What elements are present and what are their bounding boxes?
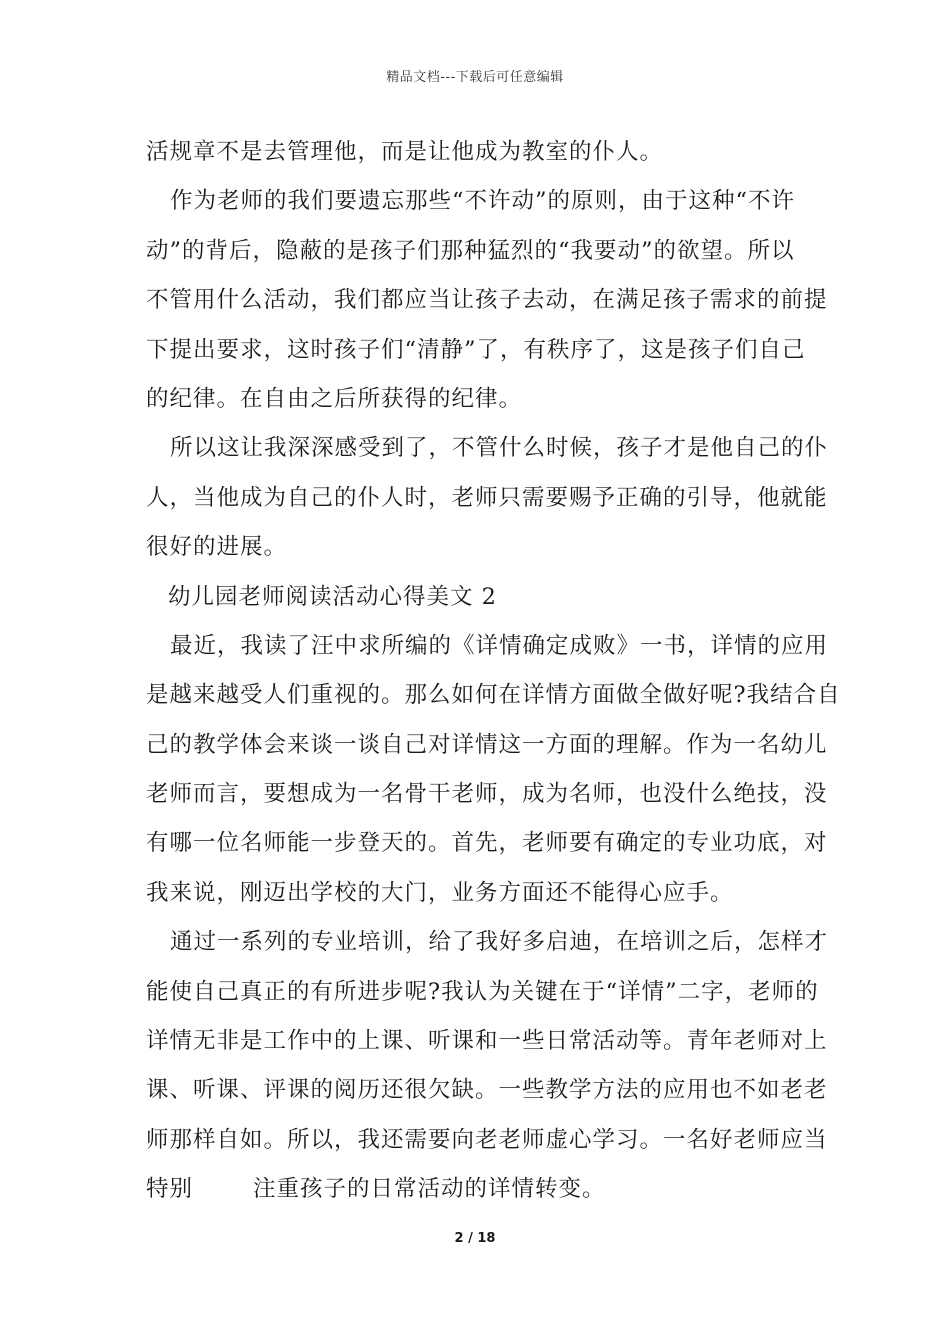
paragraph-line: 的纪律。在自由之后所获得的纪律。 xyxy=(146,385,523,412)
paragraph-line: 下提出要求，这时孩子们“清静”了，有秩序了，这是孩子们自己 xyxy=(146,336,806,363)
paragraph-line: 很好的进展。 xyxy=(146,534,288,561)
last-line-part1: 特别 xyxy=(146,1176,194,1203)
section-heading: 幼儿园老师阅读活动心得美文 2 xyxy=(168,583,497,610)
paragraph-line: 是越来越受人们重视的。那么如何在详情方面做全做好呢?我结合自 xyxy=(146,682,841,709)
paragraph-line: 我来说，刚迈出学校的大门，业务方面还不能得心应手。 xyxy=(146,879,734,906)
paragraph-line: 动”的背后，隐蔽的是孩子们那种猛烈的“我要动”的欲望。所以 xyxy=(146,237,795,264)
document-body xyxy=(146,128,841,1215)
paragraph-line: 不管用什么活动，我们都应当让孩子去动，在满足孩子需求的前提 xyxy=(146,287,828,314)
paragraph-line: 详情无非是工作中的上课、听课和一些日常活动等。青年老师对上 xyxy=(146,1028,828,1055)
paragraph-line: 己的教学体会来谈一谈自己对详情这一方面的理解。作为一名幼儿 xyxy=(146,731,828,758)
paragraph-line: 活规章不是去管理他，而是让他成为教室的仆人。 xyxy=(146,139,664,165)
paragraph-line: 有哪一位名师能一步登天的。首先，老师要有确定的专业功底，对 xyxy=(146,830,828,857)
paragraph-line: 师那样自如。所以，我还需要向老老师虚心学习。一名好老师应当 xyxy=(146,1126,828,1153)
paragraph-line-last xyxy=(146,1165,810,1214)
paragraph-line: 老师而言，要想成为一名骨干老师，成为名师，也没什么绝技，没 xyxy=(146,781,828,808)
paragraph-line: 能使自己真正的有所进步呢?我认为关键在于“详情”二字，老师的 xyxy=(146,978,819,1005)
paragraph-line: 作为老师的我们要遗忘那些“不许动”的原则，由于这种“不许 xyxy=(170,188,796,215)
last-line-part2: 注重孩子的日常活动的详情转变。 xyxy=(253,1176,606,1203)
paragraph-line: 所以这让我深深感受到了，不管什么时候，孩子才是他自己的仆 xyxy=(170,435,829,462)
paragraph-line: 课、听课、评课的阅历还很欠缺。一些教学方法的应用也不如老老 xyxy=(146,1077,828,1104)
page-header: 精品文档---下载后可任意编辑 xyxy=(386,70,564,85)
paragraph-line: 最近，我读了汪中求所编的《详情确定成败》一书，详情的应用 xyxy=(170,632,829,659)
page-number: 2 / 18 xyxy=(454,1231,496,1246)
paragraph-line: 人，当他成为自己的仆人时，老师只需要赐予正确的引导，他就能 xyxy=(146,484,828,511)
paragraph-line: 通过一系列的专业培训，给了我好多启迪，在培训之后，怎样才 xyxy=(170,929,829,956)
